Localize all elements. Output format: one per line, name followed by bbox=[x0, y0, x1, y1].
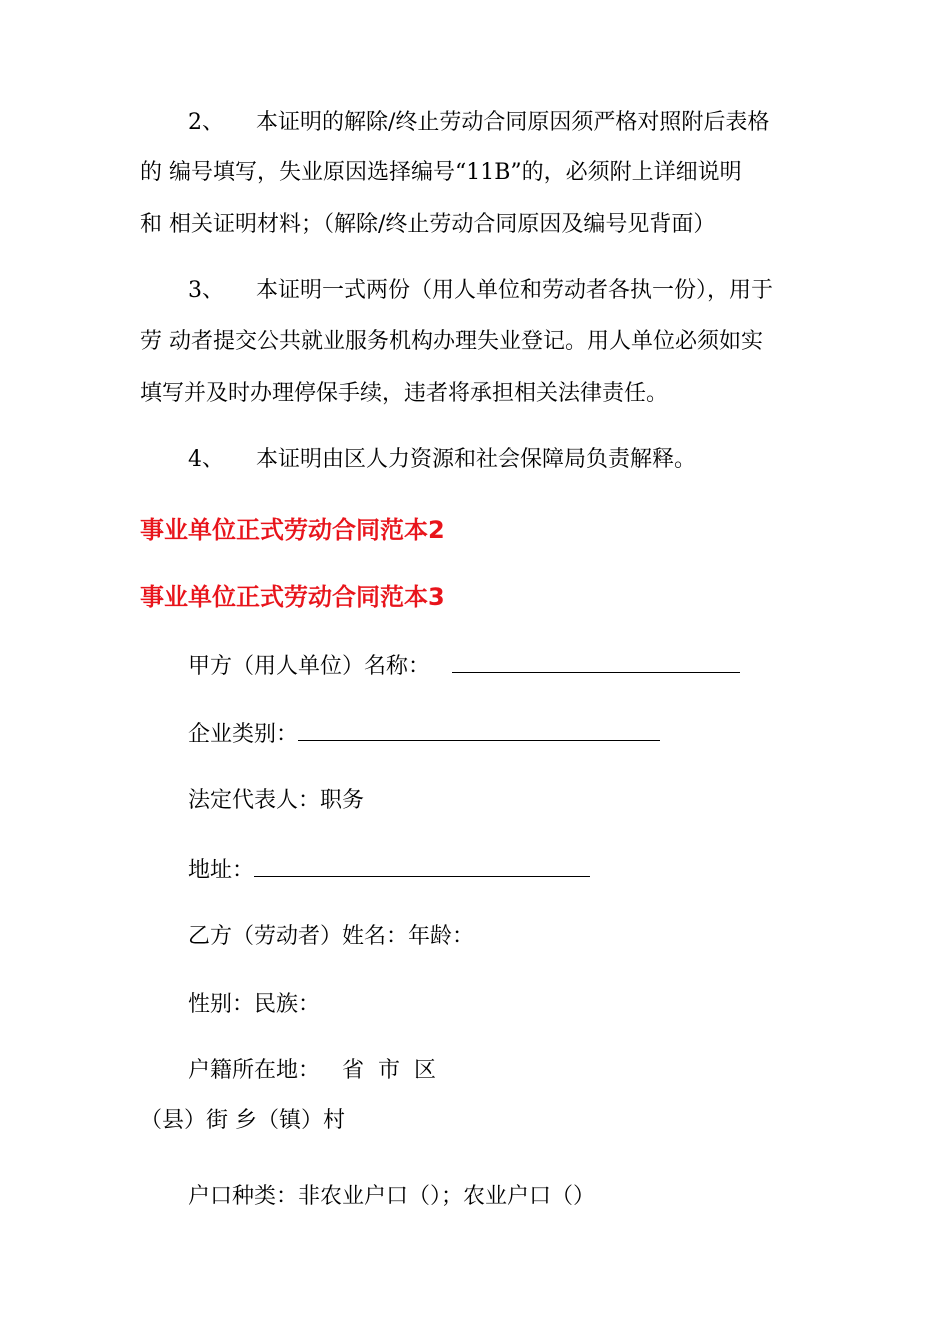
company-type-row bbox=[188, 718, 660, 750]
company-type-label: 企业类别： bbox=[188, 722, 299, 747]
address-row bbox=[188, 854, 590, 886]
paragraph-2-line-1 bbox=[188, 108, 769, 138]
hukou-type-row: 户口种类：非农业户口（）；农业户口（） bbox=[188, 1184, 596, 1209]
gender-row: 性别：民族： bbox=[188, 992, 321, 1017]
party-b-row: 乙方（劳动者）姓名：年龄： bbox=[188, 924, 475, 949]
paragraph-3-line-2: 劳 动者提交公共就业服务机构办理失业登记。用人单位必须如实 bbox=[140, 329, 763, 354]
paragraph-4-text-1: 本证明由区人力资源和社会保障局负责解释。 bbox=[256, 447, 697, 472]
paragraph-3-line-1 bbox=[188, 276, 773, 306]
heading-template-2: 事业单位正式劳动合同范本2 bbox=[140, 516, 445, 544]
county-row: （县）街 乡（镇）村 bbox=[140, 1108, 345, 1133]
paragraph-4-number: 4、 bbox=[188, 447, 224, 472]
address-label: 地址： bbox=[188, 858, 255, 883]
paragraph-3-line-3: 填写并及时办理停保手续，违者将承担相关法律责任。 bbox=[140, 381, 669, 406]
paragraph-2-number: 2、 bbox=[188, 110, 224, 135]
paragraph-2-line-3: 和 相关证明材料；（解除/终止劳动合同原因及编号见背面） bbox=[140, 212, 716, 237]
hukou-location-row bbox=[188, 1056, 436, 1086]
party-a-name-blank[interactable] bbox=[452, 650, 740, 673]
province-label: 省 bbox=[342, 1058, 365, 1083]
company-type-blank[interactable] bbox=[298, 718, 660, 741]
city-label: 市 bbox=[378, 1058, 401, 1083]
heading-template-3: 事业单位正式劳动合同范本3 bbox=[140, 583, 445, 611]
paragraph-3-text-1: 本证明一式两份（用人单位和劳动者各执一份），用于 bbox=[256, 278, 774, 303]
paragraph-2-line-2: 的 编号填写，失业原因选择编号“11B”的，必须附上详细说明 bbox=[140, 160, 742, 185]
paragraph-3-number: 3、 bbox=[188, 278, 224, 303]
paragraph-4-line-1 bbox=[188, 445, 696, 475]
party-a-name-row bbox=[188, 650, 740, 682]
paragraph-2-text-1: 本证明的解除/终止劳动合同原因须严格对照附后表格 bbox=[256, 110, 770, 135]
address-blank[interactable] bbox=[254, 854, 590, 877]
party-a-name-label: 甲方（用人单位）名称： bbox=[188, 654, 431, 679]
legal-rep-row: 法定代表人：职务 bbox=[188, 788, 365, 813]
hukou-location-label: 户籍所在地： bbox=[188, 1058, 321, 1083]
district-label: 区 bbox=[414, 1058, 437, 1083]
